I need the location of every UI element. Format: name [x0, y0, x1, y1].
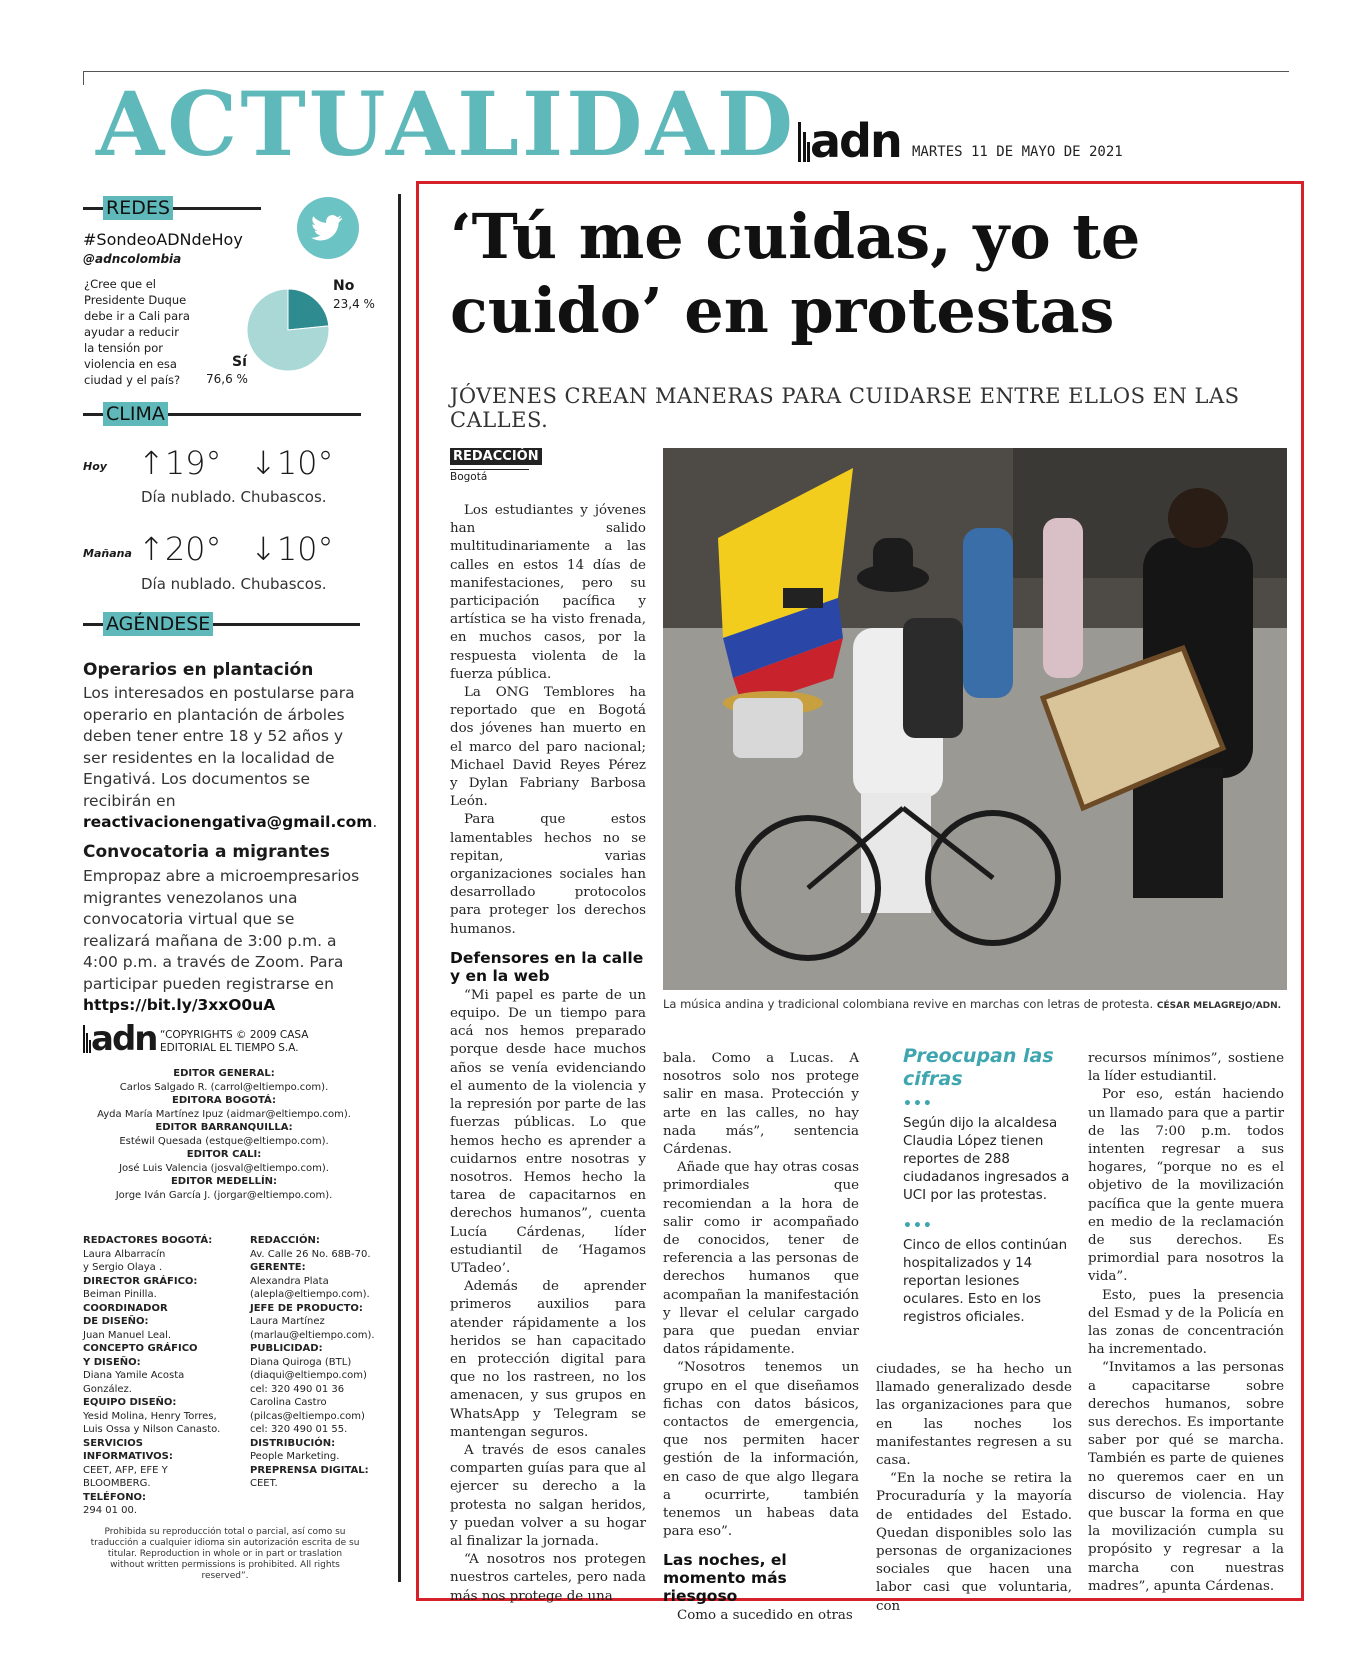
stats-box-item: Cinco de ellos continúan hospitalizados y 14 reportan lesiones oculares. Esto en los registros oficiales.	[903, 1238, 1068, 1325]
paragraph: La ONG Temblores ha reportado que en Bogotá dos jóvenes han muerto en el marco del paro nacional; Michael David Reyes Pérez y Dylan Fabriany Barbosa León.	[450, 685, 646, 810]
weather-high-today: ↑19°	[138, 444, 222, 482]
staff-role: GERENTE:	[250, 1262, 306, 1273]
staff-role: PUBLICIDAD:	[250, 1343, 323, 1354]
paragraph: “Invitamos a las personas a capacitarse sobre derechos humanos, sobre sus derechos. Es importante saber por qué se marcha. También es parte de quienes no queremos caer en un discurso de violencia. Hay que buscar la forma en que la movilización cumpla su propósito y regresar a la marcha con nuestras madres”, apunta Cárdenas.	[1088, 1360, 1284, 1594]
poll-pie-chart	[246, 288, 330, 372]
photo-caption: La música andina y tradicional colombiana revive en marchas con letras de protesta. CÉSAR MELAGREJO/ADN.	[663, 997, 1282, 1011]
staff-name: (pilcas@eltiempo.com)	[250, 1410, 365, 1422]
paragraph: Esto, pues la presencia del Esmad y de la Policía en las zonas de concentración ha incrementado.	[1088, 1287, 1284, 1358]
redes-label: REDES	[103, 196, 173, 220]
byline: REDACCIÓN	[450, 448, 542, 465]
staff-role: REDACCIÓN:	[250, 1235, 320, 1246]
staff-name: Yesid Molina, Henry Torres,	[83, 1410, 217, 1422]
staff-name: CEET.	[250, 1478, 278, 1489]
staff-name: Juan Manuel Leal.	[83, 1329, 172, 1341]
stats-box-item: Según dijo la alcaldesa Claudia López tienen reportes de 288 ciudadanos ingresados a UCI por las protestas.	[903, 1116, 1070, 1203]
weather-low-today: ↓10°	[250, 444, 334, 482]
stats-box-dots: •••	[903, 1218, 933, 1234]
weather-desc-tomorrow: Día nublado. Chubascos.	[141, 575, 327, 593]
stats-box-dots: •••	[903, 1096, 933, 1112]
pie-slice-no	[288, 289, 329, 330]
staff-role: CONCEPTO GRÁFICO	[83, 1343, 198, 1354]
poll-question: ¿Cree que el Presidente Duque debe ir a Cali para ayudar a reducir la tensión por violencia en esa ciudad y el país?	[84, 277, 190, 387]
article-column-2	[663, 1050, 859, 1626]
stats-box	[903, 1045, 1079, 1327]
deck: JÓVENES CREAN MANERAS PARA CUIDARSE ENTRE ELLOS EN LAS CALLES.	[450, 384, 1240, 432]
weather-high-tomorrow: ↑20°	[138, 530, 222, 568]
paragraph: “Nosotros tenemos un grupo en el que diseñamos fichas con datos básicos, contactos de emergencia, que nos permiten hacer gestión de la información, en caso de que algo llegara a ocurrirte, también tenemos un habeas data para eso”.	[663, 1360, 859, 1540]
editors-credits	[83, 1067, 365, 1202]
staff-role: TELÉFONO:	[83, 1491, 147, 1503]
staff-name: Beiman Pinilla.	[83, 1289, 157, 1300]
editor-role: EDITOR GENERAL:	[173, 1068, 275, 1079]
staff-left	[83, 1234, 233, 1518]
staff-role: EQUIPO DISEÑO:	[83, 1397, 177, 1408]
paragraph: Los estudiantes y jóvenes han salido multitudinariamente a las calles en estos 14 días de manifestaciones, pero su participación pacífica y artística se ha visto frenada, en muchos casos, por la respuesta violenta de la fuerza pública.	[450, 503, 646, 682]
weather-low-tomorrow: ↓10°	[250, 530, 334, 568]
editor-role: EDITOR MEDELLÍN:	[170, 1176, 278, 1187]
masthead-logo: adn	[91, 1019, 157, 1059]
stats-box-title: Preocupan las cifras	[903, 1045, 1054, 1090]
paragraph: “A nosotros nos protegen nuestros carteles, pero nada más nos protege de una	[450, 1552, 646, 1604]
article-column-1	[450, 502, 646, 1606]
editor-role: EDITOR BARRANQUILLA:	[155, 1122, 293, 1133]
twitter-icon	[296, 196, 360, 260]
editor-role: EDITORA BOGOTÁ:	[172, 1095, 276, 1106]
staff-role: REDACTORES BOGOTÁ:	[83, 1235, 213, 1246]
subheading: Defensores en la calle y en la web	[450, 948, 644, 985]
staff-name: Diana Yamile Acosta González.	[83, 1370, 185, 1395]
column-rule	[398, 194, 401, 1582]
masthead-bars-icon	[83, 1025, 91, 1053]
clima-header	[83, 401, 370, 427]
staff-name: People Marketing.	[250, 1451, 340, 1462]
event-body: Empropaz abre a microempresarios migrantes venezolanos una convocatoria virtual que se realizará mañana de 3:00 p.m. a 4:00 p.m. a través de Zoom. Para participar pueden registrarse en https://bit.ly/3xxO0uA	[83, 867, 360, 1014]
paragraph: ciudades, se ha hecho un llamado generalizado desde las organizaciones para que en las noches los manifestantes regresen a su casa.	[876, 1362, 1072, 1469]
staff-name: CEET, AFP, EFE Y BLOOMBERG.	[83, 1464, 168, 1489]
legal-notice: Prohibida su reproducción total o parcial, así como su traducción a cualquier idioma sin autorización escrita de su titular. Reproduction in whole or in part or traslation without written permissions is prohibited. All rights reserved”.	[90, 1527, 360, 1581]
staff-name: Diana Quiroga (BTL)	[250, 1356, 352, 1368]
section-title: ACTUALIDAD	[96, 72, 797, 176]
headline: ‘Tú me cuidas, yo te cuido’ en protestas	[450, 200, 1141, 347]
staff-role: DIRECTOR GRÁFICO:	[83, 1275, 198, 1287]
paragraph: bala. Como a Lucas. A nosotros solo nos protege salir en masa. Protección y arte en las calles, no hay nada más”, sentencia Cárdenas.	[663, 1051, 859, 1158]
article-photo	[663, 448, 1287, 990]
clima-label: CLIMA	[103, 402, 168, 426]
brand-bars-icon	[798, 122, 810, 162]
event-title: Convocatoria a migrantes	[83, 842, 330, 862]
weather-day-today: Hoy	[83, 460, 107, 473]
staff-name: Luis Ossa y Nilson Canasto.	[83, 1424, 221, 1435]
staff-role: Y DISEÑO:	[83, 1356, 141, 1368]
staff-name: cel: 320 490 01 55.	[250, 1424, 348, 1435]
poll-si-value: 76,6 %	[206, 372, 248, 386]
staff-name: cel: 320 490 01 36	[250, 1383, 345, 1395]
staff-role: PREPRENSA DIGITAL:	[250, 1464, 369, 1476]
article-column-3	[876, 1361, 1072, 1616]
editor-name: José Luis Valencia (josval@eltiempo.com).	[119, 1162, 329, 1174]
staff-role: JEFE DE PRODUCTO:	[250, 1302, 363, 1314]
weather-day-tomorrow: Mañana	[83, 547, 132, 560]
paragraph: A través de esos canales comparten guías para que al ejercer su derecho a la protesta no salgan heridos, y puedan volver a su hogar al finalizar la jornada.	[450, 1442, 646, 1549]
photo-credit: CÉSAR MELAGREJO/ADN.	[1156, 1001, 1282, 1011]
poll-no-value: 23,4 %	[333, 297, 375, 311]
staff-role: INFORMATIVOS:	[83, 1451, 173, 1462]
staff-name: Av. Calle 26 No. 68B-70.	[250, 1248, 371, 1260]
poll-handle: @adncolombia	[83, 252, 182, 266]
paragraph: “Mi papel es parte de un equipo. De un tiempo para acá nos hemos preparado porque desde hace muchos años se venía evidenciando el aumento de la violencia y la represión por parte de las fuerzas públicas. Lo que hemos hecho es aprender a cuidarnos entre nosotras y nosotros. Hemos hecho la tarea de capacitarnos en derechos humanos”, cuenta Lucía Cárdenas, líder estudiantil de ‘Hagamos UTadeo’.	[450, 987, 646, 1276]
weather-desc-today: Día nublado. Chubascos.	[141, 488, 327, 506]
staff-name: Alexandra Plata	[250, 1275, 329, 1287]
staff-name: 294 01 00.	[83, 1505, 138, 1516]
agendese-label: AGÉNDESE	[103, 612, 213, 636]
staff-role: COORDINADOR	[83, 1302, 168, 1314]
poll-no-label: No	[333, 278, 355, 294]
masthead-copyright: “COPYRIGHTS © 2009 CASA EDITORIAL EL TIEMPO S.A.	[160, 1029, 309, 1054]
staff-name: y Sergio Olaya .	[83, 1262, 163, 1273]
staff-role: SERVICIOS	[83, 1437, 143, 1449]
issue-date: MARTES 11 DE MAYO DE 2021	[912, 144, 1123, 160]
event-email-link[interactable]: reactivacionengativa@gmail.com	[83, 813, 373, 831]
paragraph: Como a sucedido en otras	[677, 1608, 853, 1624]
poll-hashtag: #SondeoADNdeHoy	[83, 230, 243, 249]
staff-name: (diaqui@eltiempo.com)	[250, 1370, 367, 1381]
article-column-4	[1088, 1050, 1284, 1596]
paragraph: Además de aprender primeros auxilios para atender rápidamente a los heridos se han capacitado en protección digital para que no los rastreen, no los amenacen, y sus grupos en WhatsApp y Telegram se mantengan seguros.	[450, 1279, 646, 1440]
top-rule-tick	[83, 71, 84, 85]
subheading: Las noches, el momento más riesgoso	[663, 1551, 787, 1606]
editor-name: Estéwil Quesada (estque@eltiempo.com).	[119, 1135, 329, 1147]
staff-name: (alepla@eltiempo.com).	[250, 1289, 370, 1300]
paragraph: recursos mínimos”, sostiene la líder estudiantil.	[1088, 1051, 1284, 1085]
poll-si-label: Sí	[232, 354, 247, 370]
event-url-link[interactable]: https://bit.ly/3xxO0uA	[83, 996, 276, 1014]
editor-name: Ayda María Martínez Ipuz (aidmar@eltiempo.com).	[97, 1108, 351, 1120]
protest-photo-illustration	[663, 448, 1287, 990]
staff-name: (marlau@eltiempo.com).	[250, 1329, 375, 1341]
editor-name: Carlos Salgado R. (carrol@eltiempo.com).	[119, 1081, 329, 1093]
paragraph: “En la noche se retira la Procuraduría y la mayoría de entidades del Estado. Quedan disponibles solo las personas de organizaciones sociales que hacen una labor casi que voluntaria, con	[876, 1471, 1072, 1614]
editor-role: EDITOR CALI:	[186, 1149, 262, 1160]
event-body: Los interesados en postularse para operario en plantación de árboles deben tener entre 18 y 52 años y ser residentes en la localidad de Engativá. Los documentos se recibirán en reactivacionengativa@gmail.com.	[83, 684, 378, 831]
byline-city: Bogotá	[450, 469, 529, 483]
staff-role: DISTRIBUCIÓN:	[250, 1437, 336, 1449]
staff-role: DE DISEÑO:	[83, 1316, 149, 1327]
staff-name: Laura Martínez	[250, 1316, 325, 1327]
paragraph: Para que estos lamentables hechos no se repitan, varias organizaciones sociales han desarrollado protocolos para proteger los derechos humanos.	[450, 812, 646, 937]
paragraph: Añade que hay otras cosas primordiales que recomiendan a la hora de salir como ir acompañado de conocidos, tener de referencia a las personas de derechos humanos que acompañan la manifestación y llevar el celular cargado para que puedan enviar datos rápidamente.	[663, 1160, 859, 1358]
paragraph: Por eso, están haciendo un llamado para que a partir de las 7:00 p.m. todos intenten regresar a sus hogares, “porque no es el objetivo de la movilización pacífica que la gente muera en medio de la reclamación de sus derechos. Es primordial para nosotros la vida”.	[1088, 1087, 1284, 1285]
editor-name: Jorge Iván García J. (jorgar@eltiempo.com).	[115, 1189, 333, 1201]
brand-logo: adn	[810, 114, 901, 168]
staff-name: Carolina Castro	[250, 1397, 327, 1408]
staff-name: Laura Albarracín	[83, 1248, 166, 1260]
staff-right	[250, 1234, 375, 1491]
agendese-header	[83, 611, 370, 637]
event-title: Operarios en plantación	[83, 660, 314, 680]
